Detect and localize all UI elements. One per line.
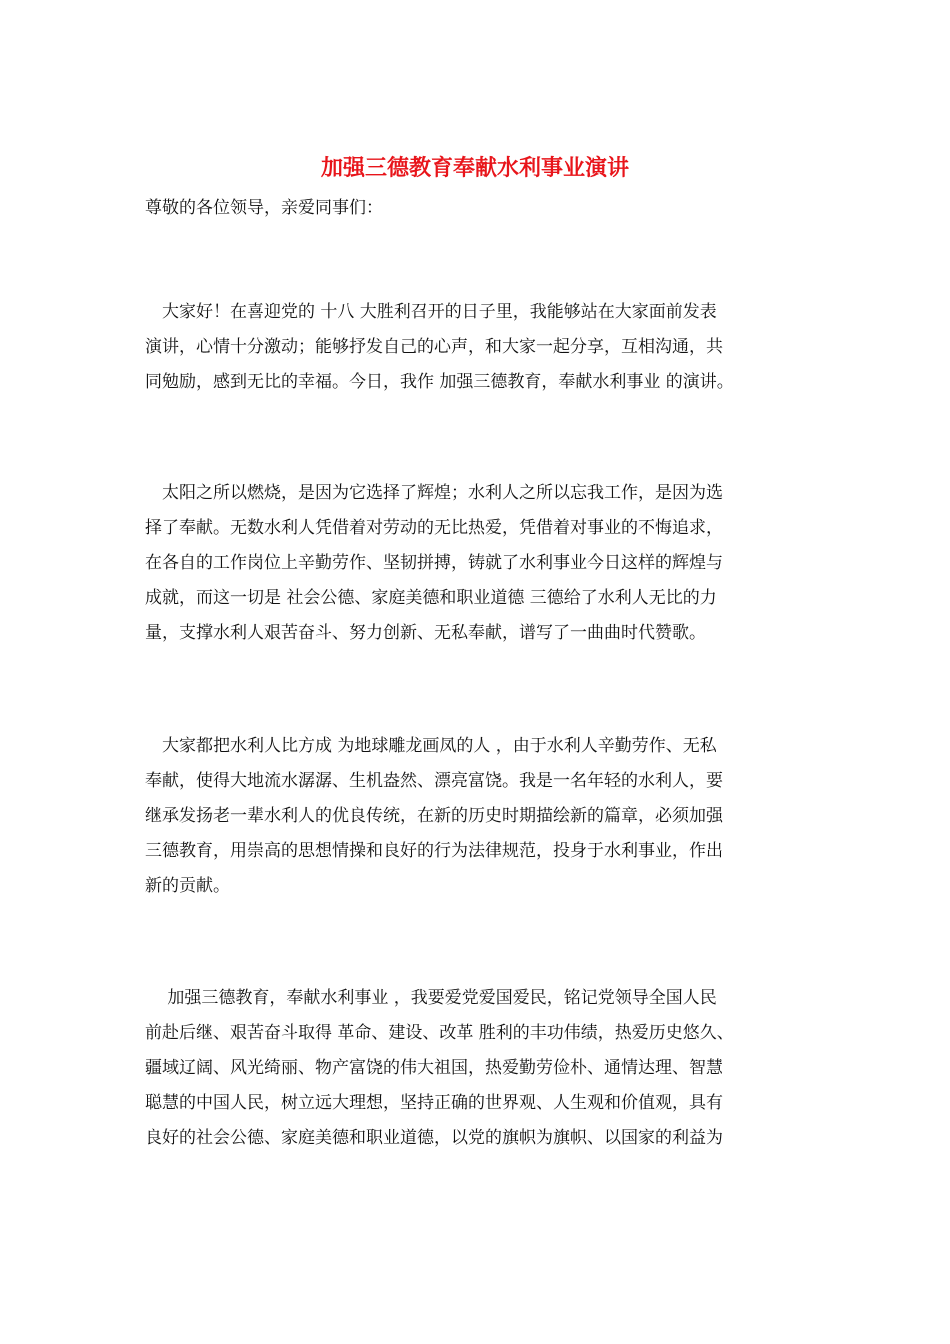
- paragraph-line: 大家好！在喜迎党的 十八 大胜利召开的日子里，我能够站在大家面前发表: [145, 302, 717, 322]
- paragraph-line: 加强三德教育，奉献水利事业 ，我要爱党爱国爱民，铭记党领导全国人民: [145, 988, 717, 1008]
- paragraph-1: [145, 295, 810, 400]
- paragraph-line: 聪慧的中国人民，树立远大理想，坚持正确的世界观、人生观和价值观，具有: [145, 1093, 723, 1113]
- paragraph-line: 同勉励，感到无比的幸福。今日，我作 加强三德教育，奉献水利事业 的演讲。: [145, 372, 734, 392]
- paragraph-line: 良好的社会公德、家庭美德和职业道德，以党的旗帜为旗帜、以国家的利益为: [145, 1128, 723, 1148]
- paragraph-4: [145, 981, 810, 1156]
- paragraph-line: 成就，而这一切是 社会公德、家庭美德和职业道德 三德给了水利人无比的力: [145, 588, 717, 608]
- paragraph-line: 疆域辽阔、风光绮丽、物产富饶的伟大祖国，热爱勤劳俭朴、通情达理、智慧: [145, 1058, 723, 1078]
- paragraph-line: 择了奉献。无数水利人凭借着对劳动的无比热爱，凭借着对事业的不悔追求，: [145, 518, 723, 538]
- paragraph-line: 前赴后继、艰苦奋斗取得 革命、建设、改革 胜利的丰功伟绩，热爱历史悠久、: [145, 1023, 734, 1043]
- paragraph-line: 新的贡献。: [145, 876, 230, 896]
- paragraph-2: [145, 476, 810, 651]
- paragraph-line: 演讲，心情十分激动；能够抒发自己的心声，和大家一起分享，互相沟通，共: [145, 337, 723, 357]
- paragraph-line: 奉献，使得大地流水潺潺、生机盎然、漂亮富饶。我是一名年轻的水利人，要: [145, 771, 723, 791]
- paragraph-line: 三德教育，用崇高的思想情操和良好的行为法律规范，投身于水利事业，作出: [145, 841, 723, 861]
- paragraph-line: 量，支撑水利人艰苦奋斗、努力创新、无私奉献，谱写了一曲曲时代赞歌。: [145, 623, 706, 643]
- salutation: 尊敬的各位领导，亲爱同事们：: [145, 198, 383, 218]
- paragraph-3: [145, 729, 810, 904]
- document-title: 加强三德教育奉献水利事业演讲: [320, 155, 629, 181]
- paragraph-line: 大家都把水利人比方成 为地球雕龙画凤的人 ，由于水利人辛勤劳作、无私: [145, 736, 717, 756]
- paragraph-line: 继承发扬老一辈水利人的优良传统，在新的历史时期描绘新的篇章，必须加强: [145, 806, 723, 826]
- paragraph-line: 太阳之所以燃烧，是因为它选择了辉煌；水利人之所以忘我工作，是因为选: [145, 483, 723, 503]
- paragraph-line: 在各自的工作岗位上辛勤劳作、坚韧拼搏，铸就了水利事业今日这样的辉煌与: [145, 553, 723, 573]
